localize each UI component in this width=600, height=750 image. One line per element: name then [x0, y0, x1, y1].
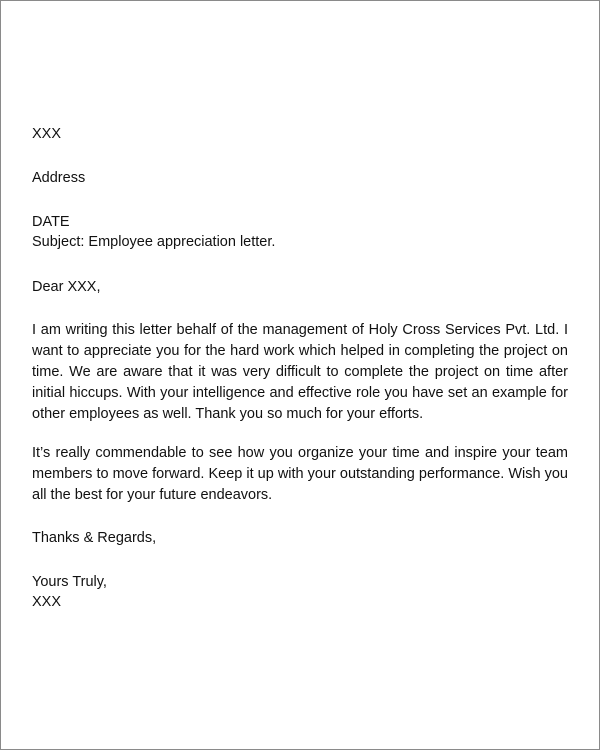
- paragraph-1: I am writing this letter behalf of the management of Holy Cross Services Pvt. Ltd. I want to appreciate you for the hard work which helped in completing the project on time. We are aware that it was very difficult to complete the project on time after initial hiccups. With your intelligence and effective role you have set an example for other employees as well. Thank you so much for your efforts.: [32, 322, 568, 422]
- sender-name: XXX: [32, 594, 62, 610]
- salutation: Dear XXX,: [32, 279, 101, 295]
- thanks-regards: Thanks & Regards,: [32, 530, 157, 546]
- date: DATE: [32, 214, 70, 230]
- recipient-name: XXX: [32, 126, 62, 142]
- closing: Yours Truly,: [32, 574, 107, 590]
- paragraph-2: It’s really commendable to see how you organize your time and inspire your team members to move forward. Keep it up with your outstanding performance. Wish you all the best for your future endeavors.: [32, 445, 568, 503]
- address: Address: [32, 170, 86, 186]
- subject-line: Subject: Employee appreciation letter.: [32, 234, 276, 250]
